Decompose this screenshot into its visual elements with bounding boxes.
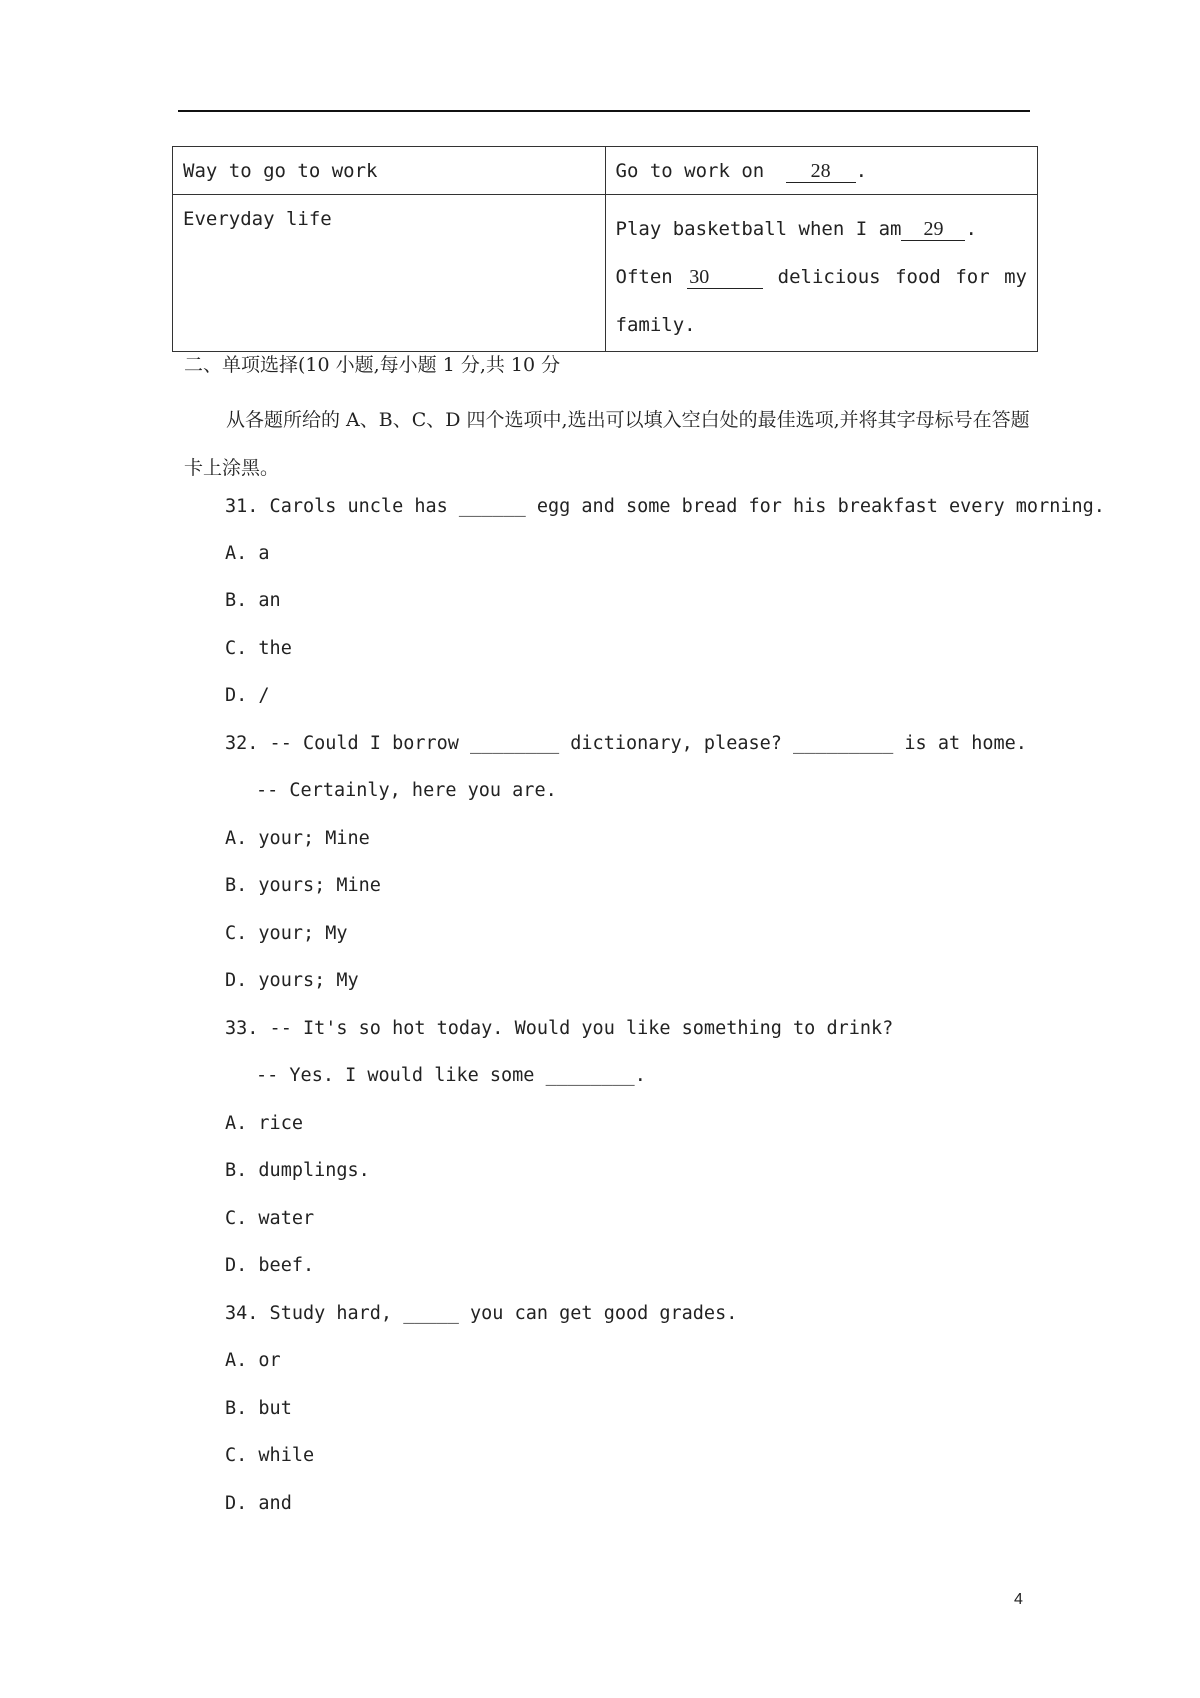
question-33-option-c[interactable]: C. water: [225, 1208, 315, 1229]
question-32-option-c[interactable]: C. your; My: [225, 923, 348, 944]
question-31-option-a[interactable]: A. a: [225, 543, 270, 564]
question-31-option-d[interactable]: D. /: [225, 685, 270, 706]
table-cell-way-to-work-value: [605, 147, 1038, 195]
question-33-stem: 33. -- It's so hot today. Would you like something to drink?: [225, 1018, 894, 1039]
page-number: 4: [1014, 1591, 1023, 1608]
question-32-option-a[interactable]: A. your; Mine: [225, 828, 370, 849]
question-32-stem-line2: -- Certainly, here you are.: [256, 780, 557, 801]
cell-text: Play basketball when I am: [615, 218, 902, 240]
header-rule: [178, 110, 1030, 112]
question-34-option-d[interactable]: D. and: [225, 1493, 292, 1514]
question-33-option-a[interactable]: A. rice: [225, 1113, 303, 1134]
cell-line: [616, 205, 1028, 253]
cell-text: delicious food for my: [777, 266, 1027, 288]
table-cell-everyday-life-label: Everyday life: [173, 195, 606, 352]
question-34-option-c[interactable]: C. while: [225, 1445, 315, 1466]
question-32-option-d[interactable]: D. yours; My: [225, 970, 359, 991]
cell-text: .: [965, 218, 977, 240]
table-cell-way-to-work-label: Way to go to work: [173, 147, 606, 195]
cell-line: family.: [615, 314, 696, 336]
cell-text: .: [855, 160, 868, 182]
question-34-option-b[interactable]: B. but: [225, 1398, 292, 1419]
question-33-option-d[interactable]: D. beef.: [225, 1255, 315, 1276]
question-31-stem: 31. Carols uncle has ______ egg and some bread for his breakfast every morning.: [225, 496, 1105, 517]
info-table: [172, 146, 1038, 352]
table-row: [173, 147, 1038, 195]
blank-29: 29: [901, 218, 965, 241]
cell-text: Go to work on: [615, 160, 765, 182]
question-31-option-c[interactable]: C. the: [225, 638, 292, 659]
blank-28: 28: [786, 160, 856, 183]
question-32-option-b[interactable]: B. yours; Mine: [225, 875, 381, 896]
cell-line: [616, 253, 1028, 301]
question-33-stem-line2: -- Yes. I would like some ________.: [256, 1065, 646, 1086]
question-32-stem: 32. -- Could I borrow ________ dictionary, please? _________ is at home.: [225, 733, 1027, 754]
question-33-option-b[interactable]: B. dumplings.: [225, 1160, 370, 1181]
table-row: [173, 195, 1038, 352]
section-instruction: 从各题所给的 A、B、C、D 四个选项中,选出可以填入空白处的最佳选项,并将其字母标号在答题卡上涂黑。: [184, 409, 1030, 479]
question-34-option-a[interactable]: A. or: [225, 1350, 281, 1371]
blank-30: 30: [687, 266, 763, 289]
cell-text: Often: [615, 266, 673, 288]
question-31-option-b[interactable]: B. an: [225, 590, 281, 611]
table-cell-everyday-life-value: [605, 195, 1038, 352]
section-title: 二、单项选择(10 小题,每小题 1 分,共 10 分: [184, 354, 561, 376]
question-34-stem: 34. Study hard, _____ you can get good grades.: [225, 1303, 738, 1324]
